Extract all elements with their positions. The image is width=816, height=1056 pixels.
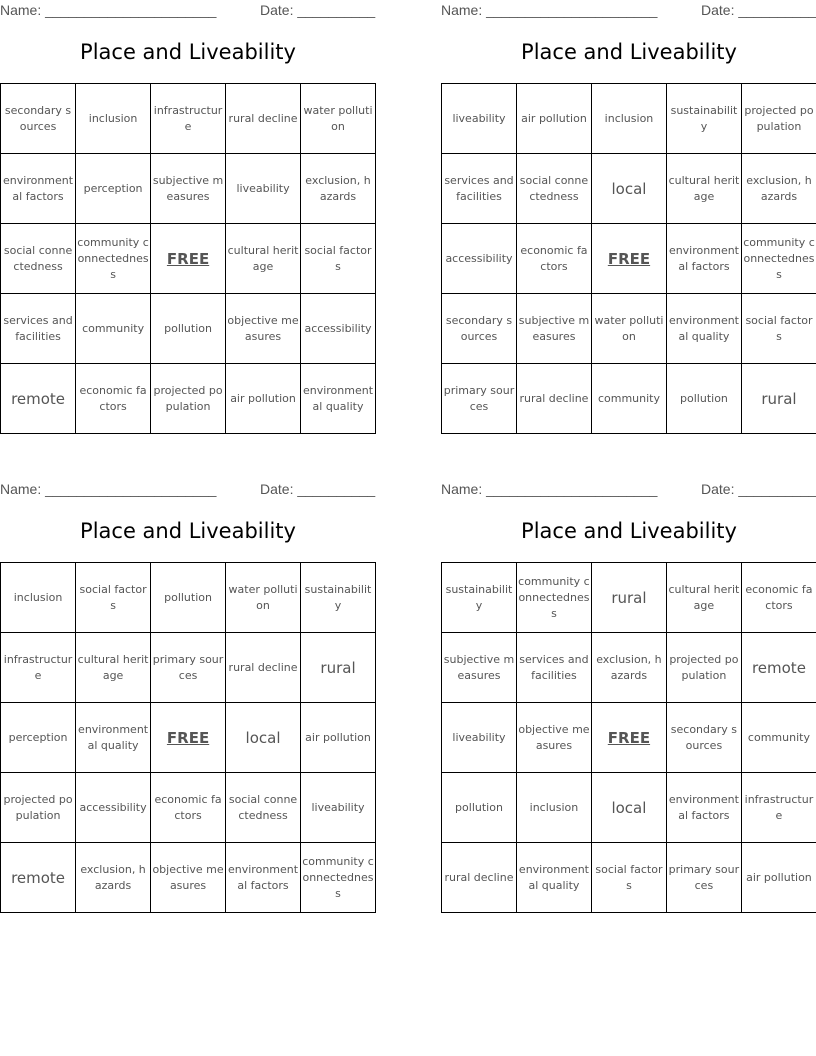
card-header <box>0 0 376 20</box>
bingo-cell: community connectedness <box>516 563 591 633</box>
bingo-cell: air pollution <box>226 364 301 434</box>
bingo-cell: remote <box>1 843 76 913</box>
bingo-cell: community connectedness <box>741 224 816 294</box>
bingo-cell: exclusion, hazards <box>301 154 376 224</box>
bingo-cell: secondary sources <box>1 84 76 154</box>
grid-row <box>442 294 816 364</box>
bingo-cell: rural decline <box>226 84 301 154</box>
bingo-cell: services and facilities <box>1 294 76 364</box>
bingo-cell: subjective measures <box>151 154 226 224</box>
bingo-cell: economic factors <box>76 364 151 434</box>
date-field-label: Date: __________ <box>701 2 816 18</box>
bingo-cell: air pollution <box>741 843 816 913</box>
card-title: Place and Liveability <box>80 519 296 543</box>
grid-row <box>1 703 376 773</box>
bingo-cell: cultural heritage <box>226 224 301 294</box>
grid-row <box>1 154 376 224</box>
bingo-cell: social factors <box>591 843 666 913</box>
bingo-cell: inclusion <box>516 773 591 843</box>
bingo-cell: accessibility <box>442 224 517 294</box>
bingo-cell: social connectedness <box>516 154 591 224</box>
bingo-cell: liveability <box>301 773 376 843</box>
bingo-grid <box>441 83 816 434</box>
grid-row <box>442 563 816 633</box>
bingo-cell: social factors <box>741 294 816 364</box>
card-title: Place and Liveability <box>80 40 296 64</box>
bingo-cell: environmental factors <box>666 224 741 294</box>
bingo-cell: social connectedness <box>1 224 76 294</box>
bingo-grid <box>0 83 376 434</box>
bingo-cell: rural <box>741 364 816 434</box>
grid-row <box>442 773 816 843</box>
bingo-cell: community <box>591 364 666 434</box>
card-header <box>441 479 816 499</box>
bingo-grid <box>441 562 816 913</box>
bingo-cell: liveability <box>226 154 301 224</box>
bingo-cell: projected population <box>666 633 741 703</box>
bingo-cell: water pollution <box>226 563 301 633</box>
bingo-cell: social factors <box>301 224 376 294</box>
card-header <box>441 0 816 20</box>
date-field-label: Date: __________ <box>260 2 376 18</box>
bingo-cell: local <box>591 154 666 224</box>
bingo-cell: sustainability <box>666 84 741 154</box>
bingo-cell: environmental quality <box>516 843 591 913</box>
bingo-cell: water pollution <box>301 84 376 154</box>
grid-row <box>1 563 376 633</box>
grid-row <box>442 364 816 434</box>
bingo-cell: inclusion <box>591 84 666 154</box>
bingo-cell: remote <box>1 364 76 434</box>
bingo-cell: pollution <box>666 364 741 434</box>
grid-row <box>442 633 816 703</box>
bingo-cell: pollution <box>442 773 517 843</box>
bingo-cell: rural decline <box>442 843 517 913</box>
grid-row <box>1 843 376 913</box>
bingo-cell: social factors <box>76 563 151 633</box>
bingo-cell: cultural heritage <box>76 633 151 703</box>
bingo-cell: objective measures <box>226 294 301 364</box>
bingo-cell: exclusion, hazards <box>591 633 666 703</box>
card-title: Place and Liveability <box>521 40 737 64</box>
bingo-cell: local <box>591 773 666 843</box>
date-field-label: Date: __________ <box>260 481 376 497</box>
bingo-cell: rural <box>301 633 376 703</box>
bingo-cell: primary sources <box>666 843 741 913</box>
grid-row <box>1 633 376 703</box>
free-space-cell: FREE <box>151 703 226 773</box>
bingo-cell: objective measures <box>151 843 226 913</box>
bingo-cell: environmental factors <box>1 154 76 224</box>
bingo-cell: rural decline <box>516 364 591 434</box>
bingo-cell: cultural heritage <box>666 563 741 633</box>
bingo-cell: secondary sources <box>442 294 517 364</box>
name-field-label: Name: ______________________ <box>0 2 217 18</box>
bingo-cell: primary sources <box>442 364 517 434</box>
bingo-cell: environmental quality <box>666 294 741 364</box>
bingo-cell: infrastructure <box>1 633 76 703</box>
bingo-cell: local <box>226 703 301 773</box>
bingo-cell: economic factors <box>516 224 591 294</box>
bingo-cell: inclusion <box>76 84 151 154</box>
bingo-cell: environmental quality <box>76 703 151 773</box>
name-field-label: Name: ______________________ <box>441 481 658 497</box>
bingo-cell: services and facilities <box>516 633 591 703</box>
bingo-cell: cultural heritage <box>666 154 741 224</box>
bingo-cell: inclusion <box>1 563 76 633</box>
grid-row <box>1 773 376 843</box>
bingo-cell: projected population <box>1 773 76 843</box>
date-field-label: Date: __________ <box>701 481 816 497</box>
bingo-cell: projected population <box>151 364 226 434</box>
bingo-cell: remote <box>741 633 816 703</box>
bingo-grid <box>0 562 376 913</box>
bingo-cell: environmental factors <box>666 773 741 843</box>
free-space-cell: FREE <box>151 224 226 294</box>
bingo-cell: environmental quality <box>301 364 376 434</box>
bingo-cell: economic factors <box>151 773 226 843</box>
grid-row <box>442 843 816 913</box>
bingo-cell: environmental factors <box>226 843 301 913</box>
bingo-cell: projected population <box>741 84 816 154</box>
bingo-cell: secondary sources <box>666 703 741 773</box>
bingo-cell: accessibility <box>76 773 151 843</box>
bingo-cell: community <box>741 703 816 773</box>
bingo-cell: subjective measures <box>442 633 517 703</box>
bingo-cell: exclusion, hazards <box>741 154 816 224</box>
bingo-cell: sustainability <box>442 563 517 633</box>
bingo-cell: social connectedness <box>226 773 301 843</box>
grid-row <box>442 224 816 294</box>
bingo-cell: pollution <box>151 563 226 633</box>
grid-row <box>442 84 816 154</box>
grid-row <box>1 84 376 154</box>
bingo-cell: infrastructure <box>151 84 226 154</box>
name-field-label: Name: ______________________ <box>441 2 658 18</box>
bingo-cell: community connectedness <box>76 224 151 294</box>
bingo-cell: objective measures <box>516 703 591 773</box>
bingo-cell: economic factors <box>741 563 816 633</box>
bingo-cell: perception <box>76 154 151 224</box>
bingo-cell: primary sources <box>151 633 226 703</box>
bingo-cell: water pollution <box>591 294 666 364</box>
bingo-cell: liveability <box>442 703 517 773</box>
bingo-cell: infrastructure <box>741 773 816 843</box>
bingo-cell: rural decline <box>226 633 301 703</box>
grid-row <box>442 154 816 224</box>
bingo-cell: exclusion, hazards <box>76 843 151 913</box>
grid-row <box>442 703 816 773</box>
bingo-cell: air pollution <box>516 84 591 154</box>
free-space-cell: FREE <box>591 703 666 773</box>
bingo-cell: subjective measures <box>516 294 591 364</box>
bingo-cell: perception <box>1 703 76 773</box>
grid-row <box>1 364 376 434</box>
bingo-cell: sustainability <box>301 563 376 633</box>
bingo-cell: liveability <box>442 84 517 154</box>
bingo-cell: rural <box>591 563 666 633</box>
bingo-cell: services and facilities <box>442 154 517 224</box>
grid-row <box>1 294 376 364</box>
bingo-cell: air pollution <box>301 703 376 773</box>
free-space-cell: FREE <box>591 224 666 294</box>
grid-row <box>1 224 376 294</box>
bingo-cell: community connectedness <box>301 843 376 913</box>
bingo-cell: community <box>76 294 151 364</box>
card-title: Place and Liveability <box>521 519 737 543</box>
bingo-cell: accessibility <box>301 294 376 364</box>
card-header <box>0 479 376 499</box>
name-field-label: Name: ______________________ <box>0 481 217 497</box>
bingo-cell: pollution <box>151 294 226 364</box>
